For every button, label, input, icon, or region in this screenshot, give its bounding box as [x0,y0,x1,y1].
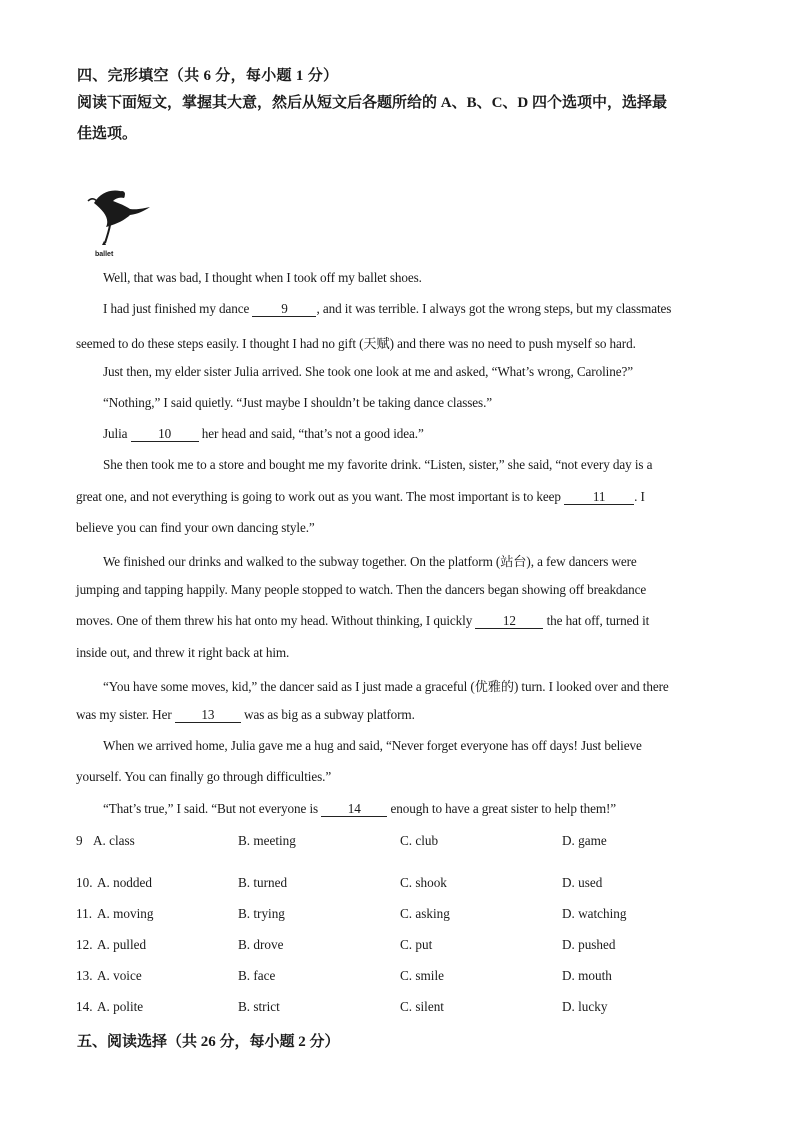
answer-option[interactable]: D. mouth [562,968,612,983]
cloze-blank-11: 11 [564,490,634,505]
answer-option[interactable]: D. watching [562,906,627,921]
answer-option[interactable]: C. shook [400,875,447,890]
cloze-blank-9: 9 [252,302,316,317]
passage-text: enough to have a great sister to help them!” [387,801,617,816]
passage-line [103,457,652,473]
question-number: 11. [76,906,92,921]
passage-text: the hat off, turned it [543,613,650,628]
passage-text: “That’s true,” I said. “But not everyone is [103,801,322,816]
answer-option[interactable]: D. used [562,875,603,890]
answer-option[interactable]: D. game [562,833,607,848]
passage-text: “Nothing,” I said quietly. “Just maybe I shouldn’t be taking dance classes.” [103,395,493,410]
answer-option[interactable]: C. put [400,937,433,952]
passage-text: great one, and not everything is going to work out as you want. The most important is to keep [76,489,565,504]
answer-option[interactable]: A. moving [97,906,154,921]
question-number: 9 [76,833,83,848]
passage-line [103,270,422,286]
passage-text: She then took me to a store and bought me my favorite drink. “Listen, sister,” she said, “not every day is a [103,457,653,472]
section-4-instruction-line-2: 佳选项。 [77,126,138,142]
answer-option[interactable]: A. voice [97,968,142,983]
passage-text: believe you can find your own dancing style.” [76,520,315,535]
answer-option[interactable]: A. polite [97,999,144,1014]
passage-line [76,582,646,598]
passage-line [103,395,492,411]
passage-text: her head and said, “that’s not a good idea.” [198,426,424,441]
answer-option[interactable]: B. strict [238,999,280,1014]
passage-text: Just then, my elder sister Julia arrived. She took one look at me and asked, “What’s wrong, Caroline?” [103,364,633,379]
ballet-dancer-icon [80,183,152,263]
answer-option[interactable]: B. face [238,968,276,983]
answer-option[interactable]: D. lucky [562,999,608,1014]
section-4-instruction-line-1: 阅读下面短文，掌握其大意，然后从短文后各题所给的 A、B、C、D 四个选项中，选择最 [77,95,668,111]
answer-option[interactable]: C. smile [400,968,444,983]
cloze-blank-13: 13 [175,708,241,723]
passage-line [103,426,424,442]
answer-option[interactable]: C. silent [400,999,444,1014]
passage-line [76,769,331,785]
answer-option[interactable]: A. pulled [97,937,147,952]
answer-option[interactable]: C. club [400,833,439,848]
question-number: 12. [76,937,93,952]
passage-line [76,489,645,505]
question-number: 13. [76,968,93,983]
section-5-heading: 五、阅读选择（共 26 分，每小题 2 分） [77,1034,340,1050]
passage-text: Julia [103,426,131,441]
passage-line [76,707,415,723]
passage-text: jumping and tapping happily. Many people stopped to watch. Then the dancers began showing off breakdance [76,582,647,597]
passage-text: Well, that was bad, I thought when I took off my ballet shoes. [103,270,422,285]
passage-line [103,301,671,317]
question-number: 14. [76,999,93,1014]
passage-text: . I [634,489,645,504]
passage-text: “You have some moves, kid,” the dancer said as I just made a graceful (优雅的) turn. I looked over and there [103,679,669,694]
passage-line [76,645,289,661]
answer-option[interactable]: A. nodded [97,875,152,890]
cloze-blank-14: 14 [321,802,387,817]
answer-option[interactable]: B. trying [238,906,285,921]
answer-option[interactable]: B. turned [238,875,288,890]
passage-text: was my sister. Her [76,707,175,722]
cloze-blank-10: 10 [131,427,199,442]
answer-option[interactable]: B. meeting [238,833,296,848]
passage-text: We finished our drinks and walked to the subway together. On the platform (站台), a few dancers were [103,554,637,569]
passage-line [103,676,669,695]
answer-option[interactable]: B. drove [238,937,284,952]
passage-text: moves. One of them threw his hat onto my head. Without thinking, I quickly [76,613,476,628]
cloze-blank-12: 12 [475,614,543,629]
passage-line [103,738,642,754]
passage-line [76,333,636,352]
passage-text: inside out, and threw it right back at him. [76,645,290,660]
passage-line [76,520,315,536]
passage-line [103,551,637,570]
passage-text: yourself. You can finally go through difficulties.” [76,769,332,784]
passage-text: , and it was terrible. I always got the wrong steps, but my classmates [316,301,672,316]
answer-option[interactable]: C. asking [400,906,450,921]
image-caption: ballet [95,251,114,258]
section-4-heading: 四、完形填空（共 6 分，每小题 1 分） [77,68,339,84]
passage-line [76,613,649,629]
answer-option[interactable]: A. class [93,833,135,848]
answer-option[interactable]: D. pushed [562,937,616,952]
passage-text: When we arrived home, Julia gave me a hug and said, “Never forget everyone has off days! Just believe [103,738,642,753]
passage-text: was as big as a subway platform. [240,707,415,722]
passage-text: seemed to do these steps easily. I thought I had no gift (天赋) and there was no need to push myself so hard. [76,336,636,351]
passage-line [103,801,616,817]
passage-line [103,364,633,380]
question-number: 10. [76,875,93,890]
passage-text: I had just finished my dance [103,301,253,316]
